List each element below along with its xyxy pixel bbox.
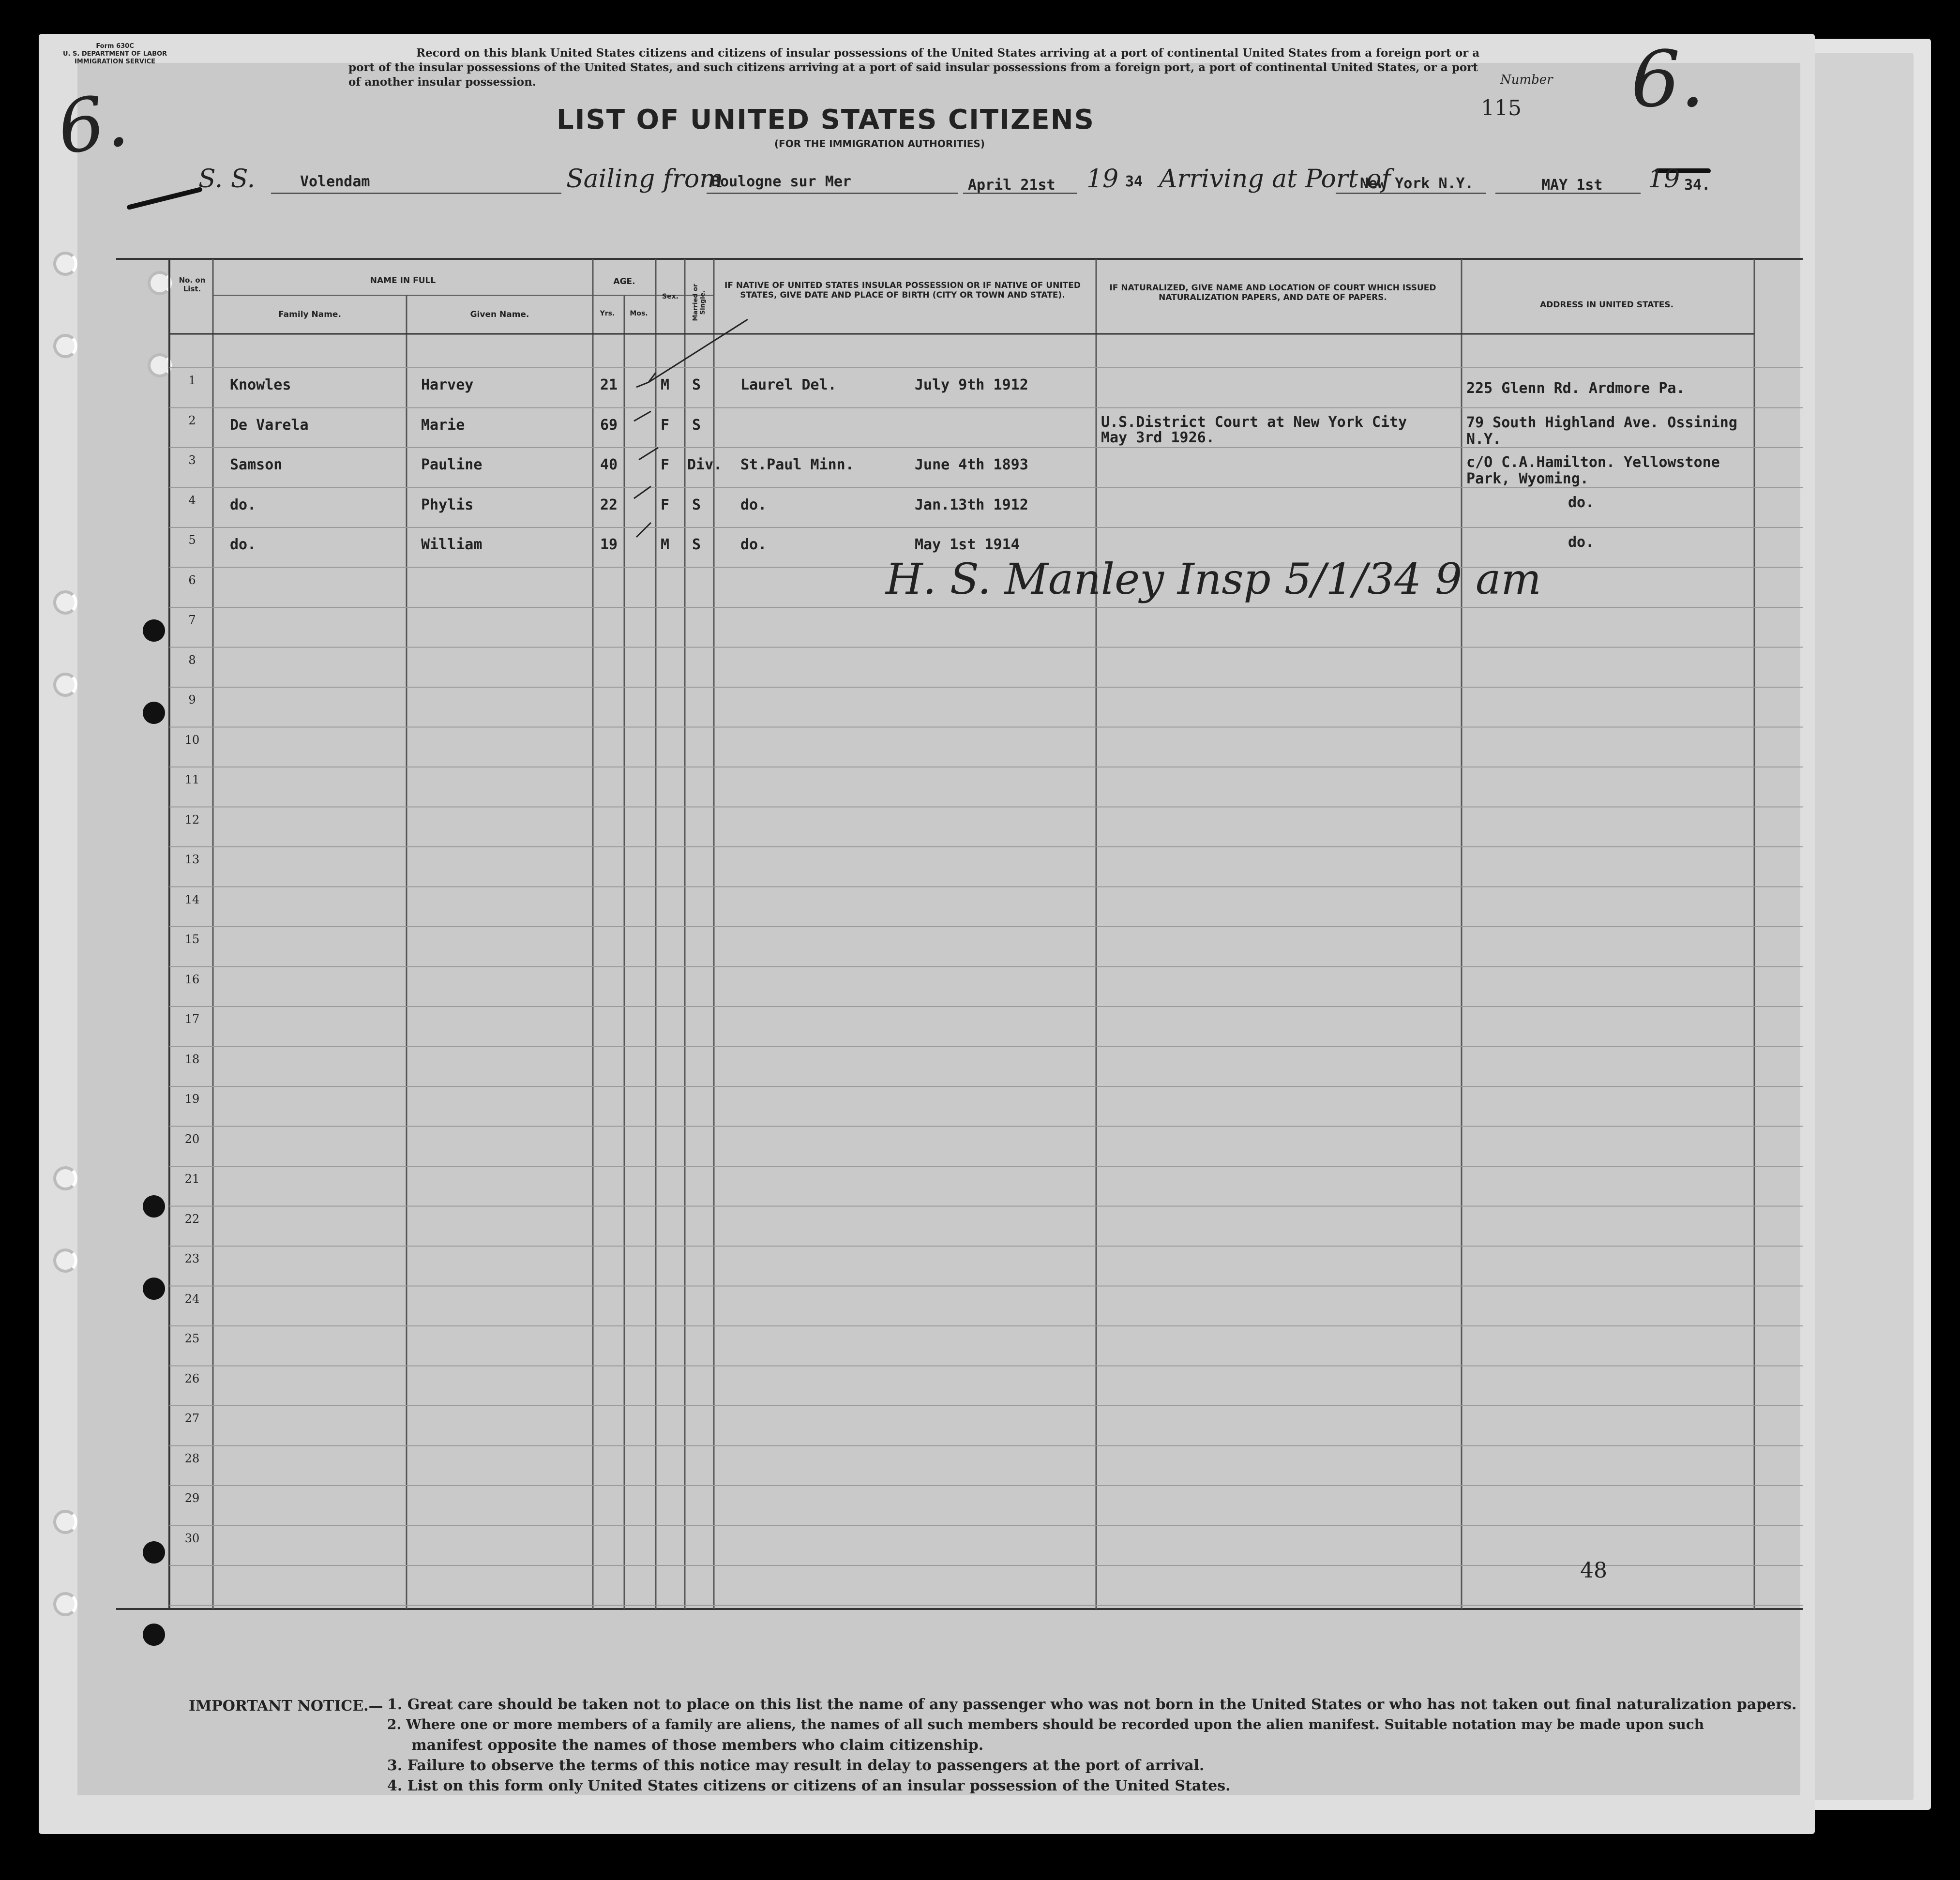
birth-date-cell: May 1st 1914 — [915, 536, 1020, 553]
row-number: 20 — [184, 1132, 200, 1146]
notice-item: manifest opposite the names of those members who claim citizenship. — [411, 1737, 984, 1754]
row-number: 19 — [184, 1092, 200, 1106]
row-number: 3 — [188, 453, 196, 467]
row-number: 11 — [184, 773, 200, 786]
page-number: 48 — [1580, 1558, 1607, 1583]
row-number: 22 — [184, 1212, 200, 1226]
row-number: 10 — [184, 733, 200, 747]
row-number: 18 — [184, 1052, 200, 1066]
department-name: U. S. DEPARTMENT OF LABOR — [63, 50, 167, 58]
family-name-cell: Knowles — [230, 376, 291, 393]
header-mos: Mos. — [630, 310, 648, 317]
given-name-cell: Harvey — [421, 376, 474, 393]
row-number: 13 — [184, 853, 200, 866]
form-title: LIST OF UNITED STATES CITIZENS — [557, 104, 1095, 135]
list-number-handwritten: 6. — [1631, 34, 1705, 124]
marital-status-cell: S — [692, 416, 701, 434]
family-name-cell: Samson — [230, 456, 283, 473]
row-number: 1 — [188, 374, 196, 387]
header-name-in-full: NAME IN FULL — [370, 276, 436, 286]
given-name-cell: Pauline — [421, 456, 482, 473]
sex-cell: F — [661, 496, 670, 513]
row-number: 25 — [184, 1332, 200, 1345]
header-address: ADDRESS IN UNITED STATES. — [1539, 300, 1674, 310]
age-years-cell: 22 — [600, 496, 618, 513]
header-sex: Sex. — [662, 293, 678, 301]
header-no-on-list: No. on List. — [179, 276, 206, 293]
notice-heading: IMPORTANT NOTICE.— — [189, 1698, 383, 1715]
address-cell: 225 Glenn Rd. Ardmore Pa. — [1466, 380, 1685, 397]
birth-place-cell: St.Paul Minn. — [740, 456, 854, 473]
service-name: IMMIGRATION SERVICE — [75, 58, 156, 65]
header-age: AGE. — [613, 277, 635, 286]
row-number: 21 — [184, 1172, 200, 1186]
age-years-cell: 19 — [600, 536, 618, 553]
marital-status-cell: S — [692, 376, 701, 393]
header-native-birth: IF NATIVE OF UNITED STATES INSULAR POSSESSION OR IF NATIVE OF UNITED STATES, GIVE DATE AND PLACE OF BIRTH (CITY OR TOWN AND STATE). — [724, 281, 1081, 300]
notice-item: 2. Where one or more members of a family are aliens, the names of all such members should be recorded upon the alien manifest. Suitable notation may be made upon such — [387, 1716, 1704, 1732]
row-number: 17 — [184, 1012, 200, 1026]
notice-item: 1. Great care should be taken not to place on this list the name of any passenger who was not born in the United States or who has not taken out final naturalization papers. — [387, 1696, 1797, 1713]
sailing-date: April 21st — [968, 177, 1055, 194]
row-number: 26 — [184, 1371, 200, 1385]
family-name-cell: De Varela — [230, 416, 309, 434]
birth-date-cell: June 4th 1893 — [915, 456, 1028, 473]
birth-date-cell: Jan.13th 1912 — [915, 496, 1028, 513]
arriving-label: Arriving at Port of — [1159, 165, 1391, 194]
row-number: 16 — [184, 972, 200, 986]
sailing-year: 34 — [1125, 173, 1143, 190]
birth-date-cell: July 9th 1912 — [915, 376, 1028, 393]
age-years-cell: 40 — [600, 456, 618, 473]
marital-status-cell: S — [692, 496, 701, 513]
inspector-signature: H. S. Manley Insp 5/1/34 9 am — [886, 554, 1541, 604]
notice-item: 4. List on this form only United States citizens or citizens of an insular possession of the United States. — [387, 1777, 1231, 1794]
number-label: Number — [1500, 73, 1553, 87]
row-number: 14 — [184, 892, 200, 906]
sex-cell: M — [661, 536, 670, 553]
address-cell: 79 South Highland Ave. Ossining N.Y. — [1466, 414, 1737, 448]
arrival-year-prefix: 19 — [1648, 165, 1680, 194]
marital-status-cell: Div. — [687, 456, 723, 473]
address-cell: c/O C.A.Hamilton. Yellowstone Park, Wyoming. — [1466, 454, 1720, 487]
address-cell: do. — [1568, 494, 1595, 511]
header-given-name: Given Name. — [470, 310, 529, 319]
notice-item: 3. Failure to observe the terms of this notice may result in delay to passengers at the port of arrival. — [387, 1757, 1205, 1774]
arrival-port: New York N.Y. — [1360, 175, 1474, 192]
ss-label: S. S. — [198, 165, 256, 194]
row-number: 29 — [184, 1491, 200, 1505]
row-number: 23 — [184, 1252, 200, 1265]
corner-handwritten-number: 6. — [52, 77, 133, 171]
age-years-cell: 21 — [600, 376, 618, 393]
row-number: 30 — [184, 1531, 200, 1545]
form-subtitle: (FOR THE IMMIGRATION AUTHORITIES) — [774, 138, 985, 150]
given-name-cell: Marie — [421, 416, 465, 434]
address-cell: do. — [1568, 534, 1595, 551]
form-number: Form 630C — [96, 43, 134, 50]
given-name-cell: Phylis — [421, 496, 474, 513]
given-name-cell: William — [421, 536, 482, 553]
header-naturalized: IF NATURALIZED, GIVE NAME AND LOCATION OF COURT WHICH ISSUED NATURALIZATION PAPERS, AND DATE OF PAPERS. — [1109, 283, 1436, 302]
sex-cell: F — [661, 416, 670, 434]
arrival-year: 34. — [1684, 177, 1711, 194]
sex-cell: F — [661, 456, 670, 473]
family-name-cell: do. — [230, 536, 256, 553]
birth-place-cell: do. — [740, 536, 767, 553]
header-yrs: Yrs. — [600, 310, 615, 317]
marital-status-cell: S — [692, 536, 701, 553]
row-number: 15 — [184, 932, 200, 946]
row-number: 4 — [188, 493, 196, 507]
sailing-label: Sailing from — [566, 165, 724, 194]
row-number: 2 — [188, 413, 196, 427]
row-number: 12 — [184, 812, 200, 827]
row-number: 24 — [184, 1292, 200, 1306]
birth-place-cell: do. — [740, 496, 767, 513]
header-married: Married or Single. — [692, 284, 707, 321]
row-number: 28 — [184, 1451, 200, 1465]
row-number: 5 — [188, 533, 196, 547]
list-serial-number: 115 — [1481, 96, 1522, 120]
row-number: 6 — [188, 573, 196, 587]
row-number: 27 — [184, 1412, 200, 1425]
age-years-cell: 69 — [600, 416, 618, 434]
ship-name: Volendam — [300, 173, 370, 190]
sailing-port: Boulogne sur Mer — [711, 173, 851, 190]
arrival-date: MAY 1st — [1541, 177, 1603, 194]
sex-cell: M — [661, 376, 670, 393]
row-number: 8 — [188, 653, 196, 667]
birth-place-cell: Laurel Del. — [740, 376, 837, 393]
row-number: 7 — [188, 613, 196, 627]
family-name-cell: do. — [230, 496, 256, 513]
header-family-name: Family Name. — [278, 310, 341, 319]
row-number: 9 — [188, 693, 196, 707]
naturalization-cell: U.S.District Court at New York City May 3rd 1926. — [1101, 413, 1407, 446]
sailing-year-prefix: 19 — [1086, 165, 1119, 194]
form-instructions: Record on this blank United States citizens and citizens of insular possessions of the United States arriving at a port of continental United States from a foreign port or a port of the insular possessions of the United States, and such citizens arriving at a port of said insular possessions from a foreign port, a port of continental United States, or a port of another insular possession. — [348, 46, 1480, 89]
